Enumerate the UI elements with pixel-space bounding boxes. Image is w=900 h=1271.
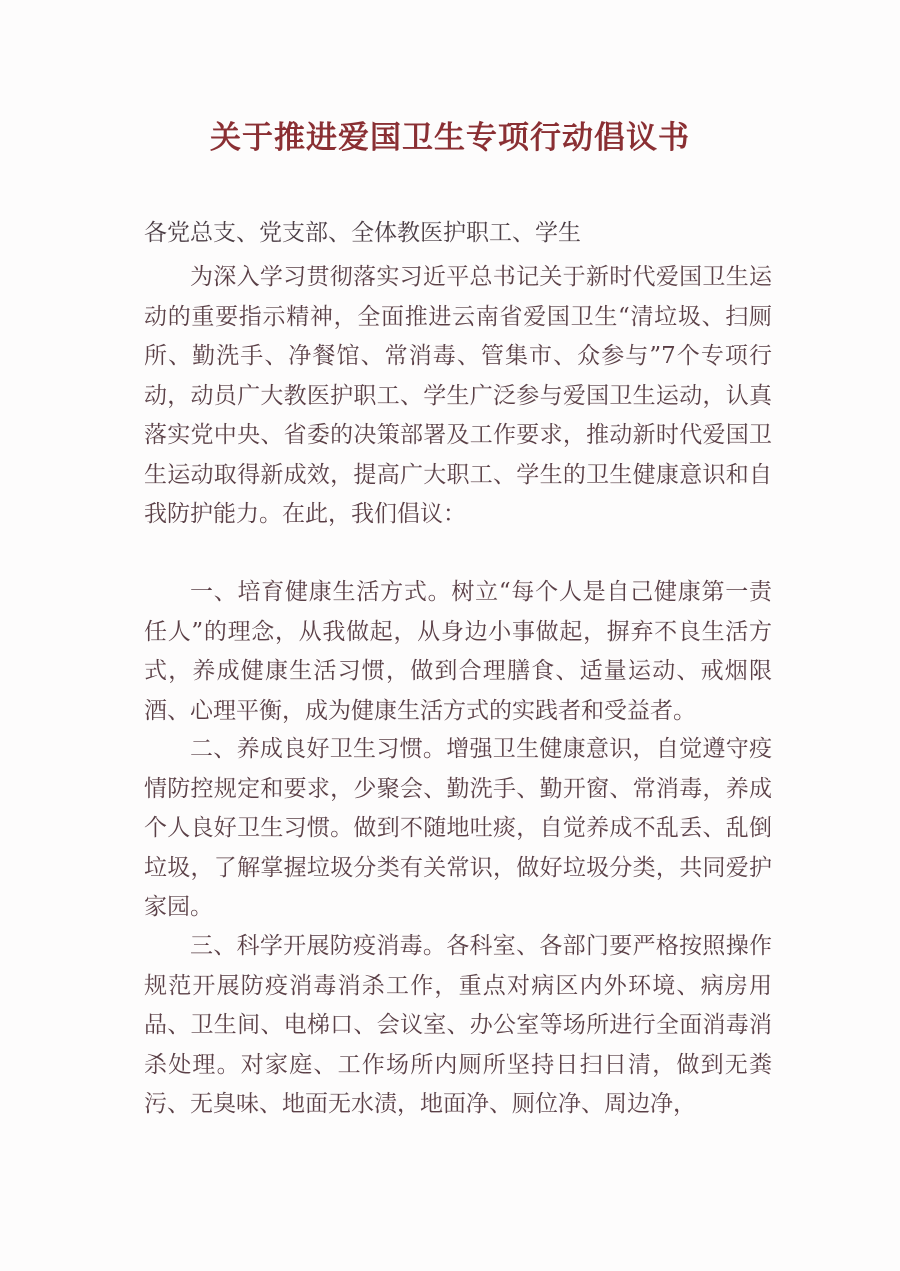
document-title: 关于推进爱国卫生专项行动倡议书 xyxy=(210,120,690,156)
paragraph-item-1 xyxy=(144,573,772,731)
paragraph-text: 一、培育健康生活方式。树立“每个人是自己健康第一责任人”的理念，从我做起，从身边小事做起，摒弃不良生活方式，养成健康生活习惯，做到合理膳食、适量运动、戒烟限酒、心理平衡，成为健康生活方式的实践者和受益者。 xyxy=(144,579,772,724)
salutation: 各党总支、党支部、全体教医护职工、学生 xyxy=(144,220,581,246)
paragraph-item-2 xyxy=(144,730,772,928)
paragraph-text: 三、科学开展防疫消毒。各科室、各部门要严格按照操作规范开展防疫消毒消杀工作，重点对病区内外环境、病房用品、卫生间、电梯口、会议室、办公室等场所进行全面消毒消杀处理。对家庭、工作场所内厕所坚持日扫日清，做到无粪污、无臭味、地面无水渍，地面净、厕位净、周边净， xyxy=(144,933,772,1117)
paragraph-intro xyxy=(144,258,772,535)
paragraph-text: 为深入学习贯彻落实习近平总书记关于新时代爱国卫生运动的重要指示精神，全面推进云南省爱国卫生“清垃圾、扫厕所、勤洗手、净餐馆、常消毒、管集市、众参与”7个专项行动，动员广大教医护职工、学生广泛参与爱国卫生运动，认真落实党中央、省委的决策部署及工作要求，推动新时代爱国卫生运动取得新成效，提高广大职工、学生的卫生健康意识和自我防护能力。在此，我们倡议： xyxy=(144,264,772,527)
paragraph-item-3 xyxy=(144,927,772,1125)
paragraph-text: 二、养成良好卫生习惯。增强卫生健康意识，自觉遵守疫情防控规定和要求，少聚会、勤洗手、勤开窗、常消毒，养成个人良好卫生习惯。做到不随地吐痰，自觉养成不乱丢、乱倒垃圾，了解掌握垃圾分类有关常识，做好垃圾分类，共同爱护家园。 xyxy=(144,736,772,920)
